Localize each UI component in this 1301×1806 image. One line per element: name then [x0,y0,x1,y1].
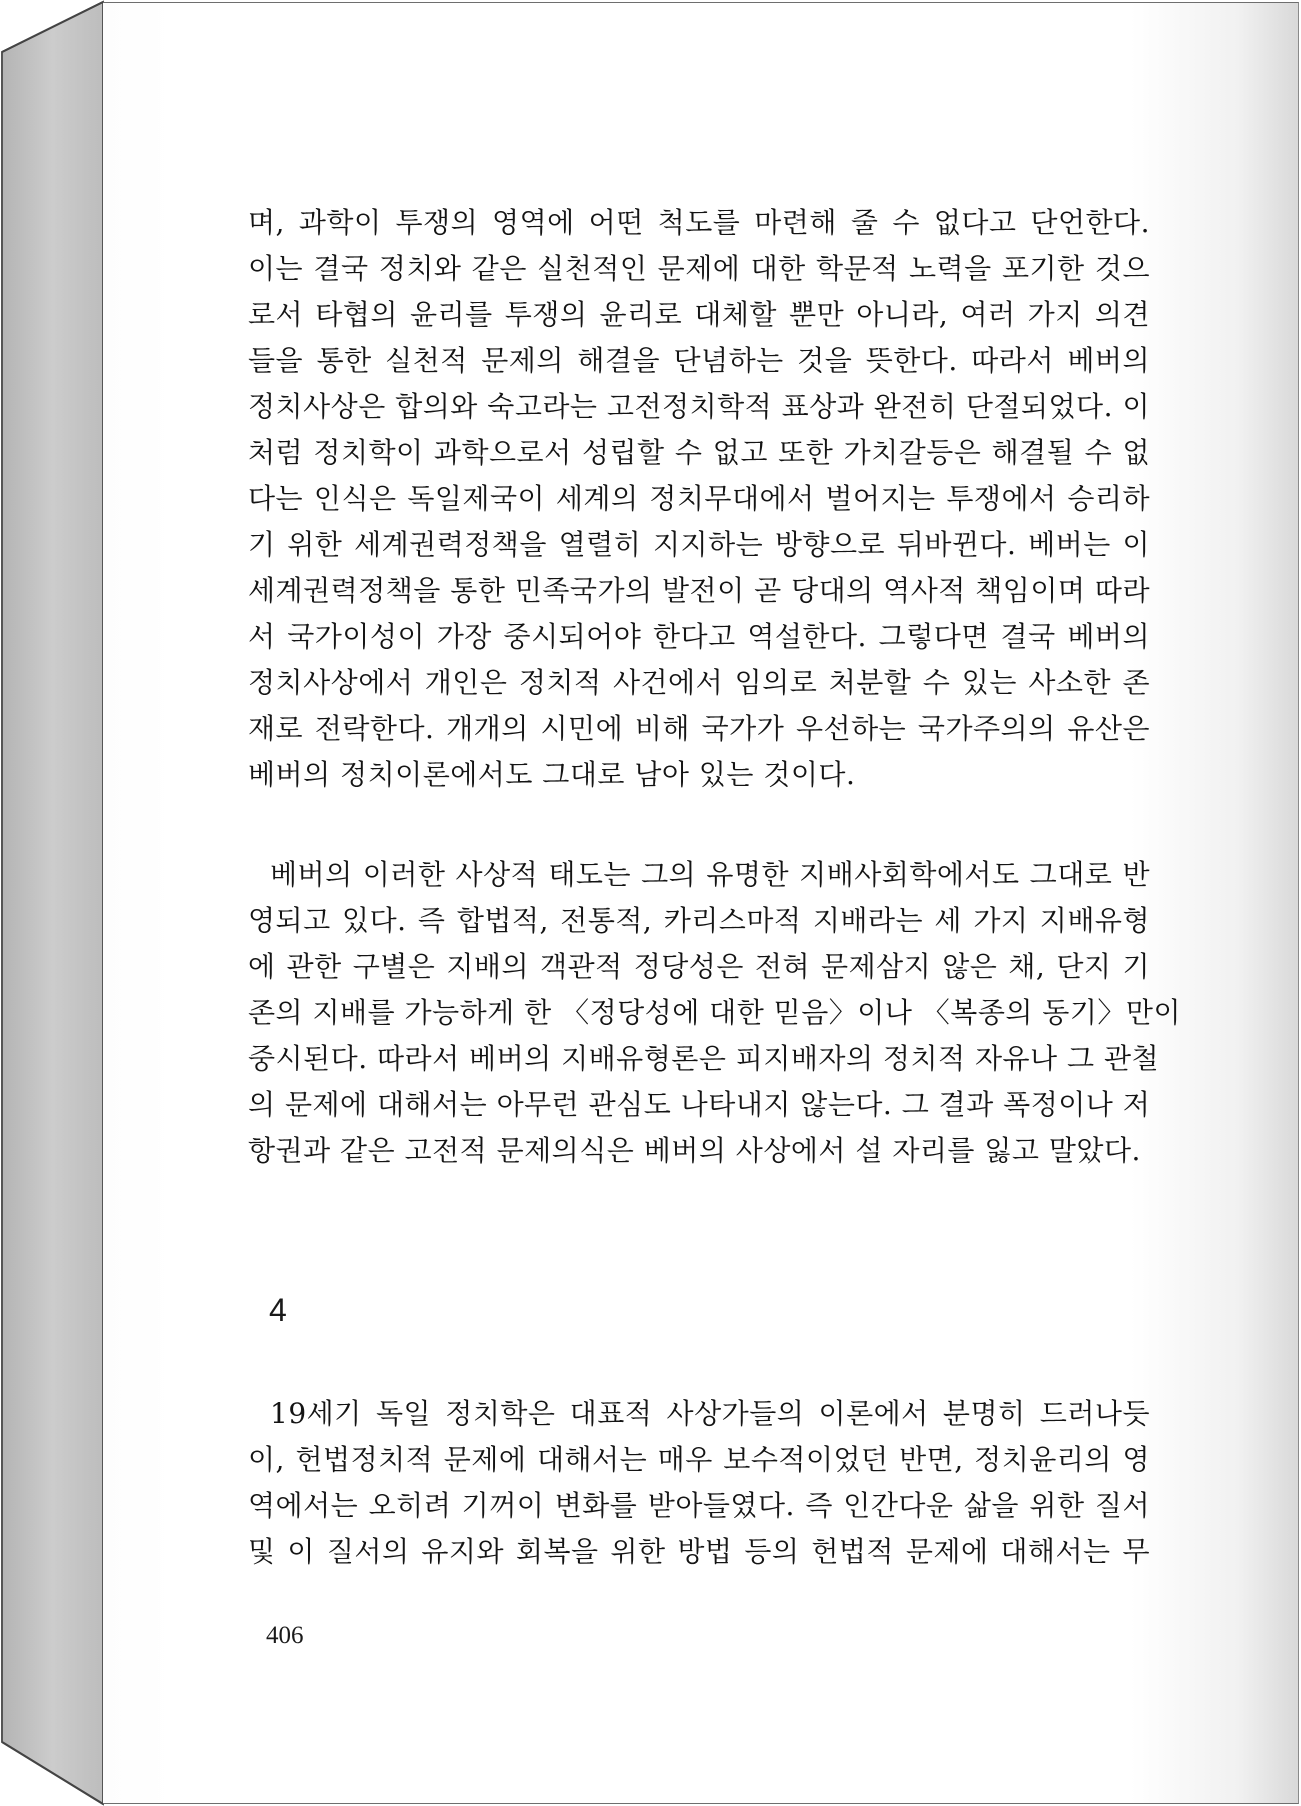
section-number: 4 [269,1292,287,1328]
text-line: 서 국가이성이 가장 중시되어야 한다고 역설한다. 그렇다면 결국 베버의 [248,620,1150,653]
text-line: 의 문제에 대해서는 아무런 관심도 나타내지 않는다. 그 결과 폭정이나 저 [248,1088,1151,1121]
text-line: 및 이 질서의 유지와 회복을 위한 방법 등의 헌법적 문제에 대해서는 무 [248,1535,1150,1568]
text-line: 로서 타협의 윤리를 투쟁의 윤리로 대체할 뿐만 아니라, 여러 가지 의견 [248,298,1150,331]
text-line: 기 위한 세계권력정책을 열렬히 지지하는 방향으로 뒤바뀐다. 베버는 이 [248,528,1150,561]
text-line: 정치사상은 합의와 숙고라는 고전정치학적 표상과 완전히 단절되었다. 이 [248,390,1150,423]
page-number: 406 [266,1622,304,1649]
text-line: 에 관한 구별은 지배의 객관적 정당성은 전혀 문제삼지 않은 채, 단지 기 [248,950,1150,983]
text-line: 정치사상에서 개인은 정치적 사건에서 임의로 처분할 수 있는 사소한 존 [248,666,1150,699]
text-line: 역에서는 오히려 기꺼이 변화를 받아들였다. 즉 인간다운 삶을 위한 질서 [248,1489,1150,1522]
text-line: 다는 인식은 독일제국이 세계의 정치무대에서 벌어지는 투쟁에서 승리하 [248,482,1150,515]
text-line: 이, 헌법정치적 문제에 대해서는 매우 보수적이었던 반면, 정치윤리의 영 [248,1443,1150,1476]
text-line: 들을 통한 실천적 문제의 해결을 단념하는 것을 뜻한다. 따라서 베버의 [248,344,1150,377]
paragraph-1 [248,200,1150,798]
text-line: 이는 결국 정치와 같은 실천적인 문제에 대한 학문적 노력을 포기한 것으 [248,252,1150,285]
text-line: 영되고 있다. 즉 합법적, 전통적, 카리스마적 지배라는 세 가지 지배유형 [248,904,1150,937]
text-line: 며, 과학이 투쟁의 영역에 어떤 척도를 마련해 줄 수 없다고 단언한다. [248,206,1150,239]
text-line: 재로 전락한다. 개개의 시민에 비해 국가가 우선하는 국가주의의 유산은 [248,712,1150,745]
text-line: 중시된다. 따라서 베버의 지배유형론은 피지배자의 정치적 자유나 그 관철 [248,1042,1160,1075]
text-line: 세계권력정책을 통한 민족국가의 발전이 곧 당대의 역사적 책임이며 따라 [248,574,1150,607]
paragraph-3 [248,1391,1150,1575]
text-line: 19세기 독일 정치학은 대표적 사상가들의 이론에서 분명히 드러나듯 [270,1397,1150,1430]
text-line: 베버의 정치이론에서도 그대로 남아 있는 것이다. [248,758,856,791]
text-line: 항권과 같은 고전적 문제의식은 베버의 사상에서 설 자리를 잃고 말았다. [248,1134,1141,1167]
text-line: 처럼 정치학이 과학으로서 성립할 수 없고 또한 가치갈등은 해결될 수 없 [248,436,1150,469]
paragraph-2 [248,852,1182,1174]
text-line: 베버의 이러한 사상적 태도는 그의 유명한 지배사회학에서도 그대로 반 [270,858,1150,891]
text-line: 존의 지배를 가능하게 한 〈정당성에 대한 믿음〉이나 〈복종의 동기〉만이 [248,996,1182,1029]
